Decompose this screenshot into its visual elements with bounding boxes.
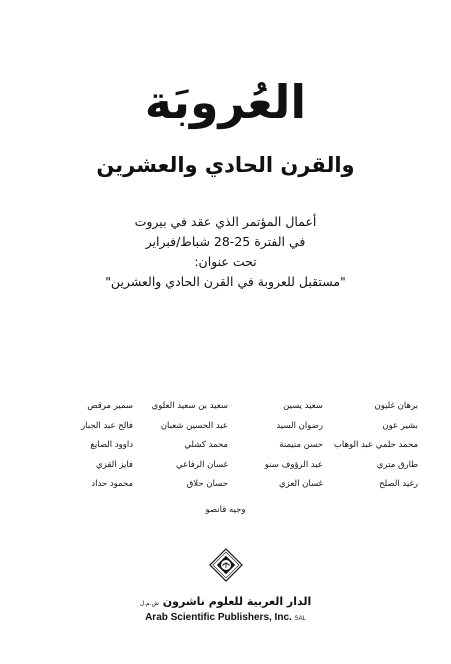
conference-intro xyxy=(0,212,451,292)
author-name: محمود حداد xyxy=(91,479,133,489)
authors-list xyxy=(38,397,418,495)
author-name: برهان غليون xyxy=(374,401,418,411)
intro-line: في الفترة 25-28 شباط/فبراير xyxy=(145,234,306,249)
book-subtitle: والقرن الحادي والعشرين xyxy=(96,153,355,177)
author-name: فالح عبد الجبار xyxy=(81,420,133,431)
author-name: غسان العزي xyxy=(279,479,323,489)
author-name: غسان الرفاعي xyxy=(175,459,228,470)
author-name: رغيد الصلح xyxy=(379,479,418,489)
publisher-arabic-name: الدار العربية للعلوم ناشرون xyxy=(162,595,312,608)
publisher-arabic-suffix: ش.م.ل xyxy=(139,600,159,607)
author-name: عبد الحسين شعبان xyxy=(160,420,228,431)
intro-line: أعمال المؤتمر الذي عقد في بيروت xyxy=(134,214,317,229)
author-name: رضوان السيد xyxy=(276,420,323,431)
author-name: سعيد يسين xyxy=(283,401,323,411)
author-row xyxy=(38,417,418,437)
author-row xyxy=(38,436,418,456)
publisher-logo-icon xyxy=(209,548,243,582)
publisher-english xyxy=(0,611,451,626)
author-name: بشير عون xyxy=(382,420,418,431)
author-name: وجيه قانصو xyxy=(205,505,246,515)
book-title: العُروبَة xyxy=(144,75,307,129)
author-name: طارق متري xyxy=(376,459,418,470)
intro-line: تحت عنوان: xyxy=(194,254,257,269)
author-row xyxy=(38,397,418,417)
author-row xyxy=(38,475,418,495)
author-name: سعيد بن سعيد العلوي xyxy=(151,401,228,411)
author-name: محمد كشلي xyxy=(184,440,228,450)
author-name: سمير مرقص xyxy=(87,401,133,411)
publisher-english-suffix: SAL xyxy=(294,616,306,622)
publisher-english-name: Arab Scientific Publishers, Inc. xyxy=(145,612,292,623)
author-name: داوود الصايغ xyxy=(90,440,133,450)
author-name: حسان حلاق xyxy=(186,479,228,489)
author-name: محمد حلمي عبد الوهاب xyxy=(333,440,418,450)
publisher-arabic xyxy=(0,595,451,611)
author-name: عبد الرؤوف سنو xyxy=(264,459,323,470)
intro-line: "مستقبل للعروبة في القرن الحادي والعشرين" xyxy=(105,274,346,289)
author-name: فايز القزي xyxy=(95,459,133,470)
author-name: حسن منيمنة xyxy=(279,440,323,450)
author-row xyxy=(38,456,418,476)
